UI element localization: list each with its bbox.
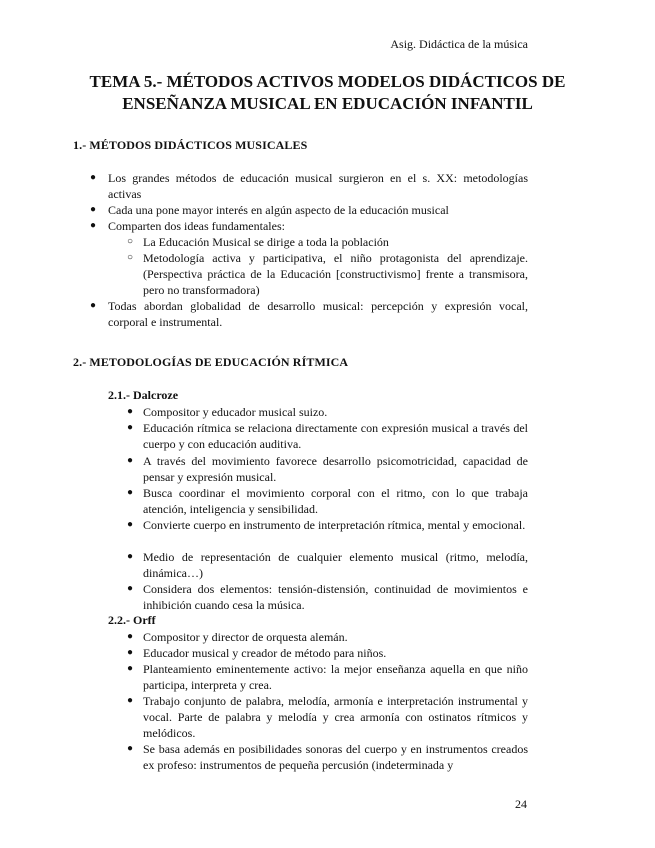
bullet-icon: ● xyxy=(127,406,134,417)
circle-bullet-icon: ○ xyxy=(127,236,134,247)
list-item: Busca coordinar el movimiento corporal con el ritmo, con lo que trabaja atención, inteligencia y sensibilidad. xyxy=(143,486,528,516)
list-item: Educador musical y creador de método para niños. xyxy=(143,646,387,660)
bullet-icon: ● xyxy=(127,647,134,658)
bullet-icon: ● xyxy=(127,663,134,674)
list-item: A través del movimiento favorece desarrollo psicomotricidad, capacidad de pensar y expresión musical. xyxy=(143,454,528,484)
bullet-icon: ● xyxy=(127,422,134,433)
bullet-icon: ● xyxy=(127,631,134,642)
page-title: TEMA 5.- MÉTODOS ACTIVOS MODELOS DIDÁCTICOS DE ENSEÑANZA MUSICAL EN EDUCACIÓN INFANTIL xyxy=(89,72,566,113)
bullet-icon: ● xyxy=(127,519,134,530)
subsection-heading-orff: 2.2.- Orff xyxy=(108,613,156,627)
bullet-icon: ● xyxy=(127,743,134,754)
page-header: Asig. Didáctica de la música xyxy=(390,37,528,51)
list-item: Cada una pone mayor interés en algún aspecto de la educación musical xyxy=(108,203,449,217)
list-item: Comparten dos ideas fundamentales: xyxy=(108,219,285,233)
list-item: Educación rítmica se relaciona directamente con expresión musical a través del cuerpo y con educación auditiva. xyxy=(143,421,528,451)
list-item: Medio de representación de cualquier elemento musical (ritmo, melodía, dinámica…) xyxy=(143,550,528,580)
bullet-icon: ● xyxy=(127,551,134,562)
bullet-icon: ● xyxy=(127,455,134,466)
bullet-icon: ● xyxy=(90,300,97,311)
section-heading-2: 2.- METODOLOGÍAS DE EDUCACIÓN RÍTMICA xyxy=(73,355,349,369)
section-heading-1: 1.- MÉTODOS DIDÁCTICOS MUSICALES xyxy=(73,138,308,152)
bullet-icon: ● xyxy=(127,583,134,594)
list-item: Convierte cuerpo en instrumento de interpretación rítmica, mental y emocional. xyxy=(143,518,526,532)
circle-bullet-icon: ○ xyxy=(127,252,134,263)
list-subitem: La Educación Musical se dirige a toda la población xyxy=(143,235,389,249)
page-number: 24 xyxy=(515,797,527,811)
bullet-icon: ● xyxy=(90,172,97,183)
bullet-icon: ● xyxy=(90,204,97,215)
list-item: Compositor y educador musical suizo. xyxy=(143,405,328,419)
bullet-icon: ● xyxy=(90,220,97,231)
list-item: Trabajo conjunto de palabra, melodía, armonía e interpretación instrumental y vocal. Parte de palabra y melodía y crea armonía con ostinatos rítmicos y melódicos. xyxy=(143,694,528,740)
bullet-icon: ● xyxy=(127,487,134,498)
list-item: Considera dos elementos: tensión-distensión, continuidad de movimientos e inhibición cuando cesa la música. xyxy=(143,582,528,612)
list-item: Compositor y director de orquesta alemán. xyxy=(143,630,348,644)
bullet-icon: ● xyxy=(127,695,134,706)
list-item: Se basa además en posibilidades sonoras del cuerpo y en instrumentos creados ex profeso: instrumentos de pequeña percusión (indeterminada y xyxy=(143,742,528,772)
list-item: Los grandes métodos de educación musical surgieron en el s. XX: metodologías activas xyxy=(108,171,528,201)
subsection-heading-dalcroze: 2.1.- Dalcroze xyxy=(108,388,179,402)
list-item: Planteamiento eminentemente activo: la mejor enseñanza aquella en que niño participa, interpreta y crea. xyxy=(143,662,528,692)
list-item: Todas abordan globalidad de desarrollo musical: percepción y expresión vocal, corporal e instrumental. xyxy=(108,299,528,329)
list-subitem: Metodología activa y participativa, el niño protagonista del aprendizaje. (Perspectiva práctica de la Educación [constructivismo] frente a transmisora, pero no transformadora) xyxy=(143,251,528,297)
